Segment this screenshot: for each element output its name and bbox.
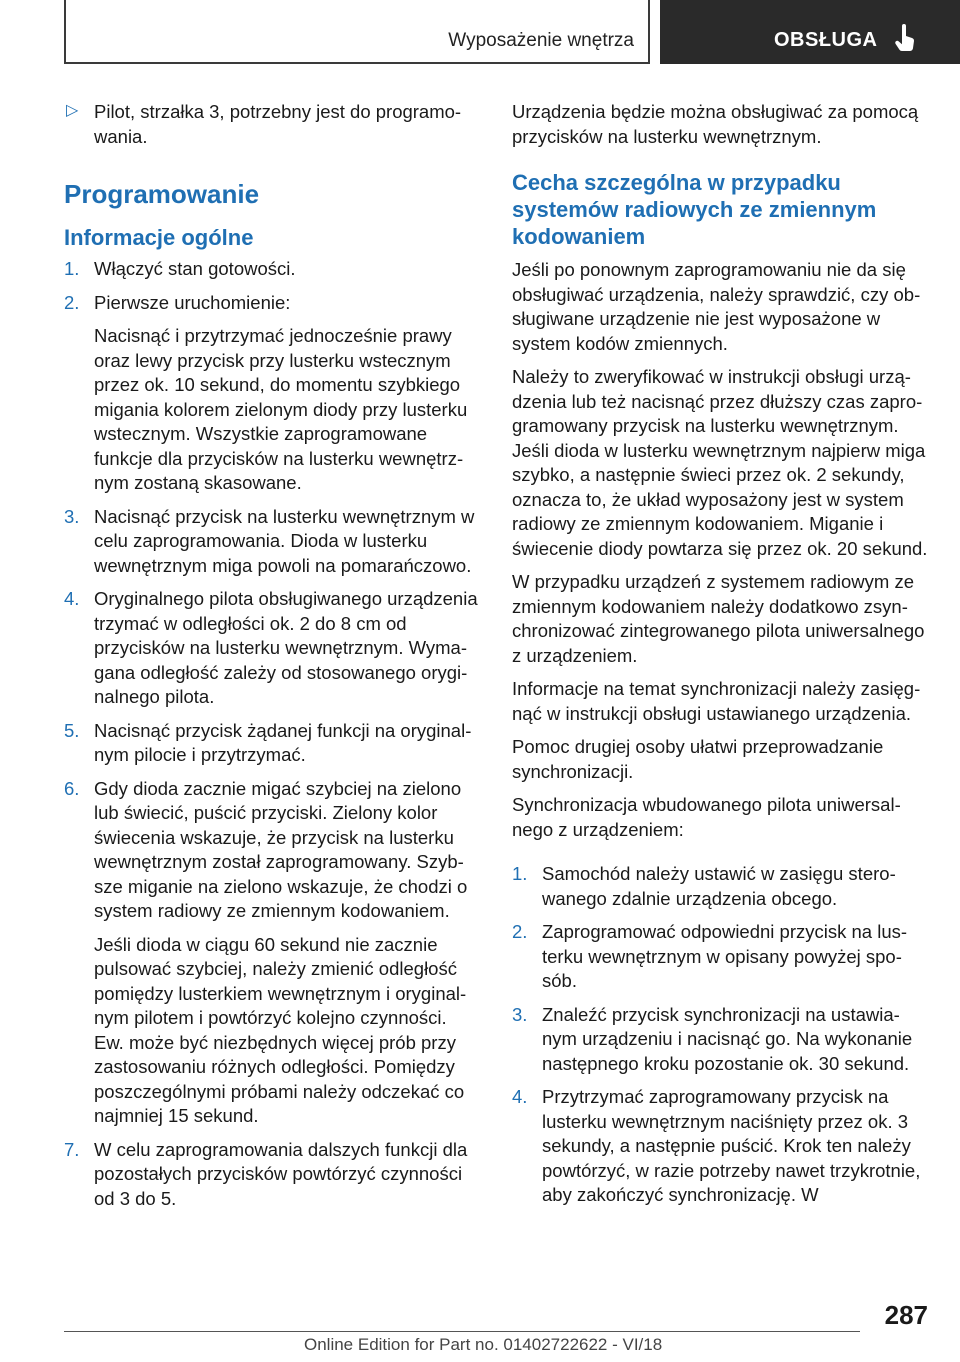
programming-steps xyxy=(64,257,478,1211)
body-paragraph: Jeśli po ponownym zaprogramowaniu nie da się obsługiwać urządzenia, należy sprawdzić, czy obsługiwane urządzenie nie jest wyposażone w system kodów zmiennych. xyxy=(512,259,921,354)
step-number: 6. xyxy=(64,777,80,799)
chapter-tab[interactable] xyxy=(660,0,960,64)
body-paragraph: Synchronizacja wbudowanego pilota uniwersalnego z urządzeniem: xyxy=(512,794,901,840)
body-paragraph: Należy to zweryfikować w instrukcji obsługi urządzenia lub też nacisnąć przez dłuższy czas zaprogramowany przycisk na lusterku wewnętrznym. Jeśli dioda w lusterku wewnętrznym najpierw miga szybko, a następnie świeci przez ok. 2 sekundy, oznacza to, że układ wyposażony jest w system radiowy ze zmiennym kodowaniem. Miganie i świecenie diody powtarza się przez ok. 20 sekund. xyxy=(512,366,928,559)
step-number: 1. xyxy=(64,258,80,279)
list-item xyxy=(64,505,478,579)
step-text: Zaprogramować odpowiedni przycisk na lusterku wewnętrznym w opisany powyżej sposób. xyxy=(542,921,908,991)
step-number: 3. xyxy=(64,505,80,527)
step-number: 4. xyxy=(512,1086,528,1107)
step-number: 2. xyxy=(512,921,528,942)
list-item xyxy=(512,1085,928,1208)
right-column xyxy=(512,100,928,1217)
list-item xyxy=(64,1138,478,1212)
list-item xyxy=(64,719,478,768)
triangle-bullet-icon: ▷ xyxy=(66,102,79,119)
step-text: Przytrzymać zaprogramowany przycisk na lusterku wewnętrznym naciśnięty przez ok. 3 sekundy, a następnie puścić. Krok ten należy powtórzyć, w razie potrzeby nawet trzykrotnie, aby zakończyć synchronizację. W xyxy=(542,1086,921,1205)
step-text: Nacisnąć przycisk żądanej funkcji na oryginalnym pilocie i przytrzymać. xyxy=(94,719,472,765)
list-item xyxy=(64,777,478,1129)
note-bullet xyxy=(64,100,478,149)
step-number: 5. xyxy=(64,719,80,741)
footer-divider xyxy=(64,1331,860,1332)
list-item xyxy=(512,862,928,911)
header-section-box xyxy=(64,0,650,64)
section-heading: Programowanie xyxy=(64,179,260,209)
step-number: 2. xyxy=(64,291,80,313)
subsection-heading: Informacje ogólne xyxy=(64,225,254,250)
synchronization-steps xyxy=(512,862,928,1208)
step-text: Gdy dioda zacznie migać szybciej na zielono lub świecić, puścić przyciski. Zielony kolor świecenia wskazuje, że przycisk na lusterku wewnętrznym został zaprogramowany. Szybsze miganie na zielono wskazuje, że chodzi o system radiowy ze zmiennym kodowaniem. xyxy=(94,777,468,921)
list-item xyxy=(64,291,478,496)
step-text: Nacisnąć przycisk na lusterku wewnętrznym w celu zaprogramowania. Dioda w lusterku wewnętrznym miga powoli na pomarańczowo. xyxy=(94,505,475,576)
step-number: 3. xyxy=(512,1003,528,1025)
step-number: 4. xyxy=(64,588,80,609)
subsection-heading: Cecha szczególna w przypadku systemów radiowych ze zmiennym kodowaniem xyxy=(512,170,877,249)
chapter-label: OBSŁUGA xyxy=(774,29,878,51)
bullet-text: Pilot, strzałka 3, potrzebny jest do programowania. xyxy=(94,101,462,147)
body-paragraph: W przypadku urządzeń z systemem radiowym ze zmiennym kodowaniem należy dodatkowo zsynchronizować zintegrowanego pilota uniwersalnego z urządzeniem. xyxy=(512,571,925,666)
left-column xyxy=(64,100,478,1220)
step-text: Włączyć stan gotowości. xyxy=(94,258,296,279)
step-continuation: Jeśli dioda w ciągu 60 sekund nie zacznie pulsować szybciej, należy zmienić odległość pomiędzy lusterkiem wewnętrznym i oryginalnym pilotem i powtórzyć kolejno czynności. Ew. może być niezbędnych więcej prób przy zastosowaniu różnych odległości. Pomiędzy poszczególnymi próbami należy odczekać co najmniej 15 sekund. xyxy=(94,933,467,1126)
list-item xyxy=(64,257,478,282)
step-text: Samochód należy ustawić w zasięgu sterowanego zdalnie urządzenia obcego. xyxy=(542,863,896,909)
step-text: Pierwsze uruchomienie: xyxy=(94,291,291,313)
page-number: 287 xyxy=(884,1300,928,1330)
hand-pointer-icon xyxy=(894,24,916,52)
step-text: Znaleźć przycisk synchronizacji na ustawianym urządzeniu i nacisnąć go. Na wykonanie następnego kroku pozostanie ok. 30 sekund. xyxy=(542,1003,913,1074)
body-paragraph: Informacje na temat synchronizacji należy zasięgnąć w instrukcji obsługi ustawianego urządzenia. xyxy=(512,678,921,724)
step-number: 1. xyxy=(512,863,528,884)
step-text: W celu zaprogramowania dalszych funkcji dla pozostałych przycisków powtórzyć czynności od 3 do 5. xyxy=(94,1138,468,1209)
step-continuation: Nacisnąć i przytrzymać jednocześnie prawy oraz lewy przycisk przy lusterku wstecznym przez ok. 10 sekund, do momentu szybkiego migania kolorem zielonym diody przy lusterku wstecznym. Wszystkie zaprogramowane funkcje dla przycisków na lusterku wewnętrznym zostaną skasowane. xyxy=(94,325,468,493)
edition-footer: Online Edition for Part no. 01402722622 - VI/18 xyxy=(304,1335,663,1354)
step-text: Oryginalnego pilota obsługiwanego urządzenia trzymać w odległości ok. 2 do 8 cm od przycisków na lusterku wewnętrznym. Wymagana odległość zależy od stosowanego oryginalnego pilota. xyxy=(94,588,478,707)
intro-paragraph: Urządzenia będzie można obsługiwać za pomocą przycisków na lusterku wewnętrznym. xyxy=(512,101,919,147)
section-title: Wyposażenie wnętrza xyxy=(448,30,634,51)
list-item xyxy=(64,587,478,710)
list-item xyxy=(512,920,928,994)
list-item xyxy=(512,1003,928,1077)
step-number: 7. xyxy=(64,1138,80,1160)
body-paragraph: Pomoc drugiej osoby ułatwi przeprowadzanie synchronizacji. xyxy=(512,736,884,782)
